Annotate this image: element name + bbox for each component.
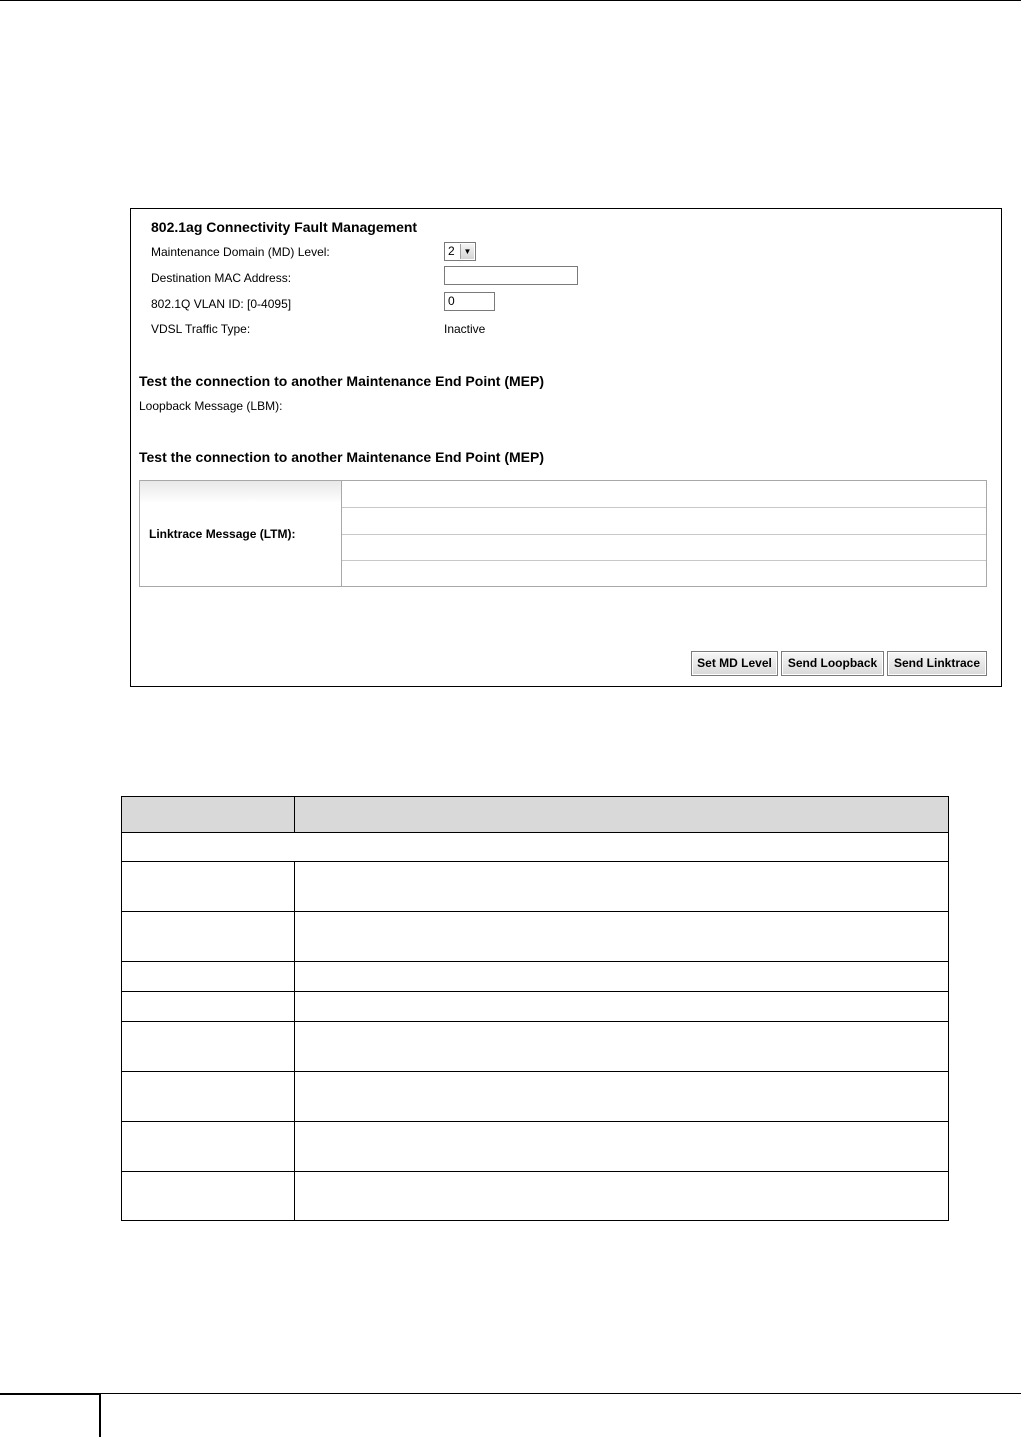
- table-header-row: [122, 797, 948, 832]
- ltm-label-cell: [140, 481, 342, 586]
- set-md-level-button[interactable]: Set MD Level: [691, 651, 778, 676]
- chevron-down-icon[interactable]: ▼: [460, 244, 474, 259]
- table-row-line: [122, 1021, 948, 1022]
- description-table: [121, 796, 949, 1221]
- md-level-label: Maintenance Domain (MD) Level:: [151, 245, 330, 259]
- send-linktrace-button[interactable]: Send Linktrace: [887, 651, 987, 676]
- mac-label: Destination MAC Address:: [151, 271, 292, 285]
- footer-rule: [100, 1393, 1021, 1394]
- table-row-line: [122, 961, 948, 962]
- page-number-box: [0, 1393, 101, 1437]
- ltm-row-divider: [342, 534, 986, 535]
- mac-address-input[interactable]: [444, 266, 578, 285]
- header-rule: [0, 0, 1021, 1]
- vlan-id-input[interactable]: 0: [444, 292, 495, 311]
- md-level-select[interactable]: [444, 242, 476, 261]
- table-row-line: [122, 1121, 948, 1122]
- cfm-screen: [130, 208, 1002, 687]
- ltm-section-title: Test the connection to another Maintenance End Point (MEP): [139, 449, 544, 465]
- traffic-type-label: VDSL Traffic Type:: [151, 322, 251, 336]
- vlan-label: 802.1Q VLAN ID: [0-4095]: [151, 297, 292, 311]
- table-row-line: [122, 911, 948, 912]
- table-row-line: [122, 861, 948, 862]
- panel-title: 802.1ag Connectivity Fault Management: [151, 219, 418, 235]
- traffic-type-value: Inactive: [444, 322, 486, 336]
- table-column-line: [294, 797, 295, 832]
- ltm-row-divider: [342, 507, 986, 508]
- md-level-value: 2: [448, 244, 455, 258]
- table-column-line: [294, 861, 295, 1220]
- lbm-section-title: Test the connection to another Maintenance End Point (MEP): [139, 373, 544, 389]
- table-row-line: [122, 1071, 948, 1072]
- table-row-line: [122, 991, 948, 992]
- lbm-label: Loopback Message (LBM):: [139, 399, 283, 413]
- table-row-line: [122, 1171, 948, 1172]
- ltm-label: Linktrace Message (LTM):: [149, 527, 296, 541]
- ltm-row-divider: [342, 560, 986, 561]
- ltm-results-table: [139, 480, 987, 587]
- table-row-line: [122, 832, 948, 833]
- send-loopback-button[interactable]: Send Loopback: [781, 651, 884, 676]
